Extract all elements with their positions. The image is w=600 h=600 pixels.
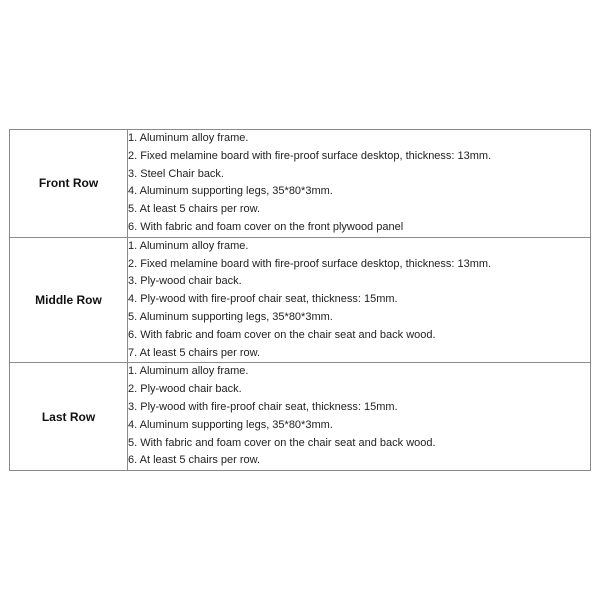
table-row-last — [10, 363, 591, 471]
list-item: 6. At least 5 chairs per row. — [128, 454, 261, 467]
table-row-middle — [10, 237, 591, 363]
list-item: 6. With fabric and foam cover on the chair seat and back wood. — [128, 328, 436, 341]
list-item: 4. Aluminum supporting legs, 35*80*3mm. — [128, 418, 333, 431]
list-item: 7. At least 5 chairs per row. — [128, 346, 261, 359]
list-item: 3. Ply-wood with fire-proof chair seat, thickness: 15mm. — [128, 400, 398, 413]
spec-table — [9, 129, 591, 471]
spec-list-front — [128, 130, 590, 237]
list-item: 5. With fabric and foam cover on the chair seat and back wood. — [128, 436, 436, 449]
list-item: 3. Steel Chair back. — [128, 167, 224, 180]
spec-cell-front — [128, 130, 591, 238]
list-item: 5. At least 5 chairs per row. — [128, 203, 261, 216]
list-item: 1. Aluminum alloy frame. — [128, 132, 249, 144]
list-item: 3. Ply-wood chair back. — [128, 275, 242, 288]
row-label-last: Last Row — [10, 363, 128, 471]
spec-list-last — [128, 363, 590, 470]
row-label-middle: Middle Row — [10, 237, 128, 363]
list-item: 1. Aluminum alloy frame. — [128, 239, 249, 252]
list-item: 4. Aluminum supporting legs, 35*80*3mm. — [128, 185, 333, 198]
spec-cell-middle — [128, 237, 591, 363]
list-item: 5. Aluminum supporting legs, 35*80*3mm. — [128, 310, 333, 323]
spec-list-middle — [128, 238, 590, 363]
list-item: 1. Aluminum alloy frame. — [128, 365, 249, 378]
list-item: 4. Ply-wood with fire-proof chair seat, thickness: 15mm. — [128, 293, 398, 306]
list-item: 2. Fixed melamine board with fire-proof surface desktop, thickness: 13mm. — [128, 149, 492, 162]
list-item: 2. Fixed melamine board with fire-proof surface desktop, thickness: 13mm. — [128, 257, 492, 270]
list-item: 2. Ply-wood chair back. — [128, 383, 242, 396]
table-row-front — [10, 130, 591, 238]
spec-cell-last — [128, 363, 591, 471]
row-label-front: Front Row — [10, 130, 128, 238]
list-item: 6. With fabric and foam cover on the front plywood panel — [128, 220, 404, 233]
